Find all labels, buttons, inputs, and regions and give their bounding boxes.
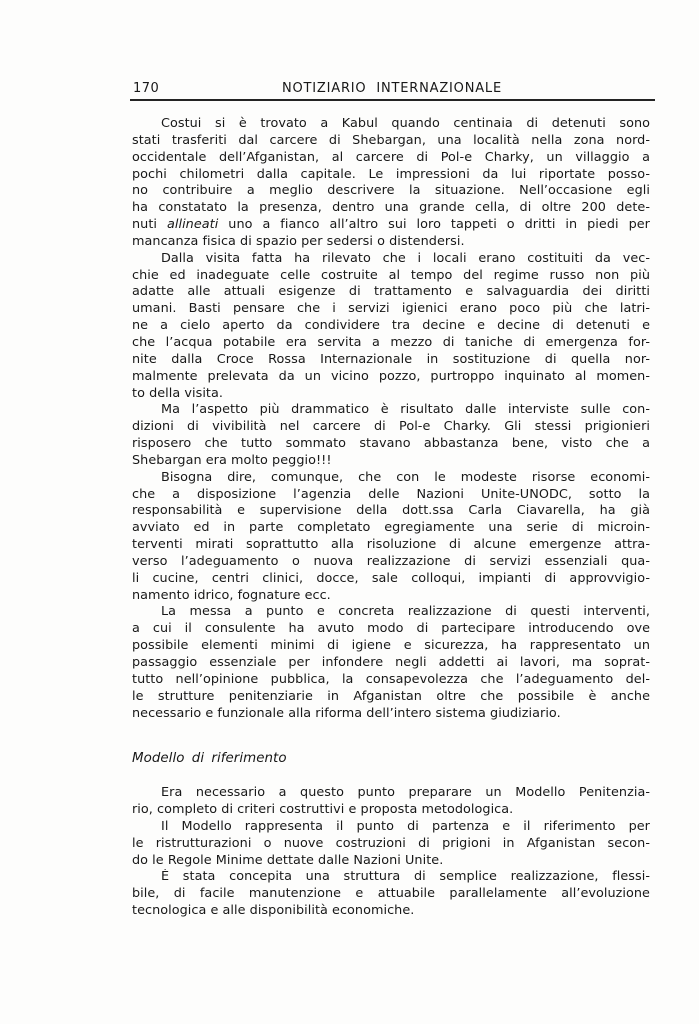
text-line: verso l’adeguamento o nuova realizzazione di servizi essenziali qua-	[132, 553, 650, 569]
paragraph	[132, 402, 650, 469]
text-line: Shebargan era molto peggio!!!	[132, 452, 332, 468]
text-segment: nuti	[132, 217, 167, 233]
text-line: possibile elementi minimi di igiene e sicurezza, ha rappresentato un	[132, 638, 650, 654]
text-line: no contribuire a meglio descrivere la situazione. Nell’occasione egli	[132, 183, 650, 199]
page-body	[132, 116, 650, 920]
text-line: È stata concepita una struttura di semplice realizzazione, flessi-	[161, 869, 650, 885]
text-segment: uno a fianco all’altro sui loro tappeti o dritti in piedi per	[218, 217, 650, 233]
header-rule	[130, 99, 655, 101]
text-line: occidentale dell’Afganistan, al carcere di Pol-e Charky, un villaggio a	[132, 149, 650, 165]
text-line: terventi mirati soprattutto alla risoluzione di alcune emergenze attra-	[132, 537, 650, 553]
paragraph	[132, 604, 650, 722]
text-line: malmente prelevata da un vicino pozzo, purtroppo inquinato al momen-	[132, 368, 650, 384]
text-line: avviato ed in parte completato egregiamente una serie di microin-	[132, 520, 650, 536]
text-line: namento idrico, fognature ecc.	[132, 587, 331, 603]
text-line: stati trasferiti dal carcere di Shebargan, una località nella zona nord-	[132, 132, 650, 148]
paragraph	[132, 819, 650, 870]
page-number: 170	[133, 81, 160, 96]
text-line: li cucine, centri clinici, docce, sale colloqui, impianti di approvvigio-	[132, 570, 650, 586]
page-header	[133, 81, 651, 99]
text-line: Era necessario a questo punto preparare un Modello Penitenzia-	[161, 785, 650, 801]
text-line: a cui il consulente ha avuto modo di partecipare introducendo ove	[132, 621, 650, 637]
text-line: chie ed inadeguate celle costruite al tempo del regime russo non più	[132, 267, 650, 283]
text-line: Costui si è trovato a Kabul quando centinaia di detenuti sono	[161, 116, 650, 131]
text-line: che l’acqua potabile era servita a mezzo di taniche di emergenza for-	[132, 334, 650, 350]
italic-text: allineati	[166, 217, 219, 233]
text-line: le ristrutturazioni o nuove costruzioni di prigioni in Afganistan secon-	[132, 835, 650, 851]
text-line: le strutture penitenziarie in Afganistan oltre che possibile è anche	[132, 688, 650, 704]
text-line	[132, 217, 650, 234]
text-line: ne a cielo aperto da condividere tra decine e decine di detenuti e	[132, 318, 650, 334]
paragraph	[132, 869, 650, 920]
text-line: adatte alle attuali esigenze di trattamento e salvaguardia dei diritti	[132, 284, 650, 300]
text-line: bile, di facile manutenzione e attuabile parallelamente all’evoluzione	[132, 886, 650, 902]
section-heading: Modello di riferimento	[132, 751, 287, 767]
text-line: rio, completo di criteri costruttivi e proposta metodologica.	[132, 802, 514, 818]
text-line: passaggio essenziale per infondere negli addetti ai lavori, ma soprat-	[132, 655, 650, 670]
paragraph	[132, 116, 650, 251]
paragraph	[132, 785, 650, 819]
paragraph	[132, 470, 650, 605]
text-line: do le Regole Minime dettate dalle Nazioni Unite.	[132, 852, 444, 868]
text-line: to della visita.	[132, 385, 224, 401]
text-line: Bisogna dire, comunque, che con le modeste risorse economi-	[161, 469, 650, 485]
text-line: umani. Basti pensare che i servizi igienici erano poco più che latri-	[132, 301, 650, 317]
text-line: pochi chilometri dalla capitale. Le impressioni da lui riportate posso-	[132, 166, 650, 182]
text-line: necessario e funzionale alla riforma dell’intero sistema giudiziario.	[132, 705, 561, 721]
paragraph	[132, 251, 650, 403]
text-line: tecnologica e alle disponibilità economiche.	[132, 903, 415, 919]
text-line: Il Modello rappresenta il punto di partenza e il riferimento per	[161, 818, 650, 834]
running-title: NOTIZIARIO INTERNAZIONALE	[281, 81, 502, 96]
text-line: tutto nell’opinione pubblica, la consapevolezza che l’adeguamento del-	[132, 671, 650, 687]
text-line: dizioni di vivibilità nel carcere di Pol-e Charky. Gli stessi prigionieri	[132, 419, 650, 435]
text-line: che a disposizione l’agenzia delle Nazioni Unite-UNODC, sotto la	[132, 486, 650, 502]
text-line: Ma l’aspetto più drammatico è risultato dalle interviste sulle con-	[161, 402, 650, 418]
text-line: La messa a punto e concreta realizzazione di questi interventi,	[161, 604, 650, 620]
text-line: risposero che tutto sommato stavano abbastanza bene, visto che a	[132, 436, 650, 452]
text-line: mancanza fisica di spazio per sedersi o distendersi.	[132, 233, 465, 249]
text-line: ha constatato la presenza, dentro una grande cella, di oltre 200 dete-	[132, 200, 650, 216]
text-line: Dalla visita fatta ha rilevato che i locali erano costituiti da vec-	[161, 250, 650, 266]
text-line: nite dalla Croce Rossa Internazionale in sostituzione di quella nor-	[132, 351, 650, 367]
text-line: responsabilità e supervisione della dott.ssa Carla Ciavarella, ha già	[132, 503, 650, 519]
